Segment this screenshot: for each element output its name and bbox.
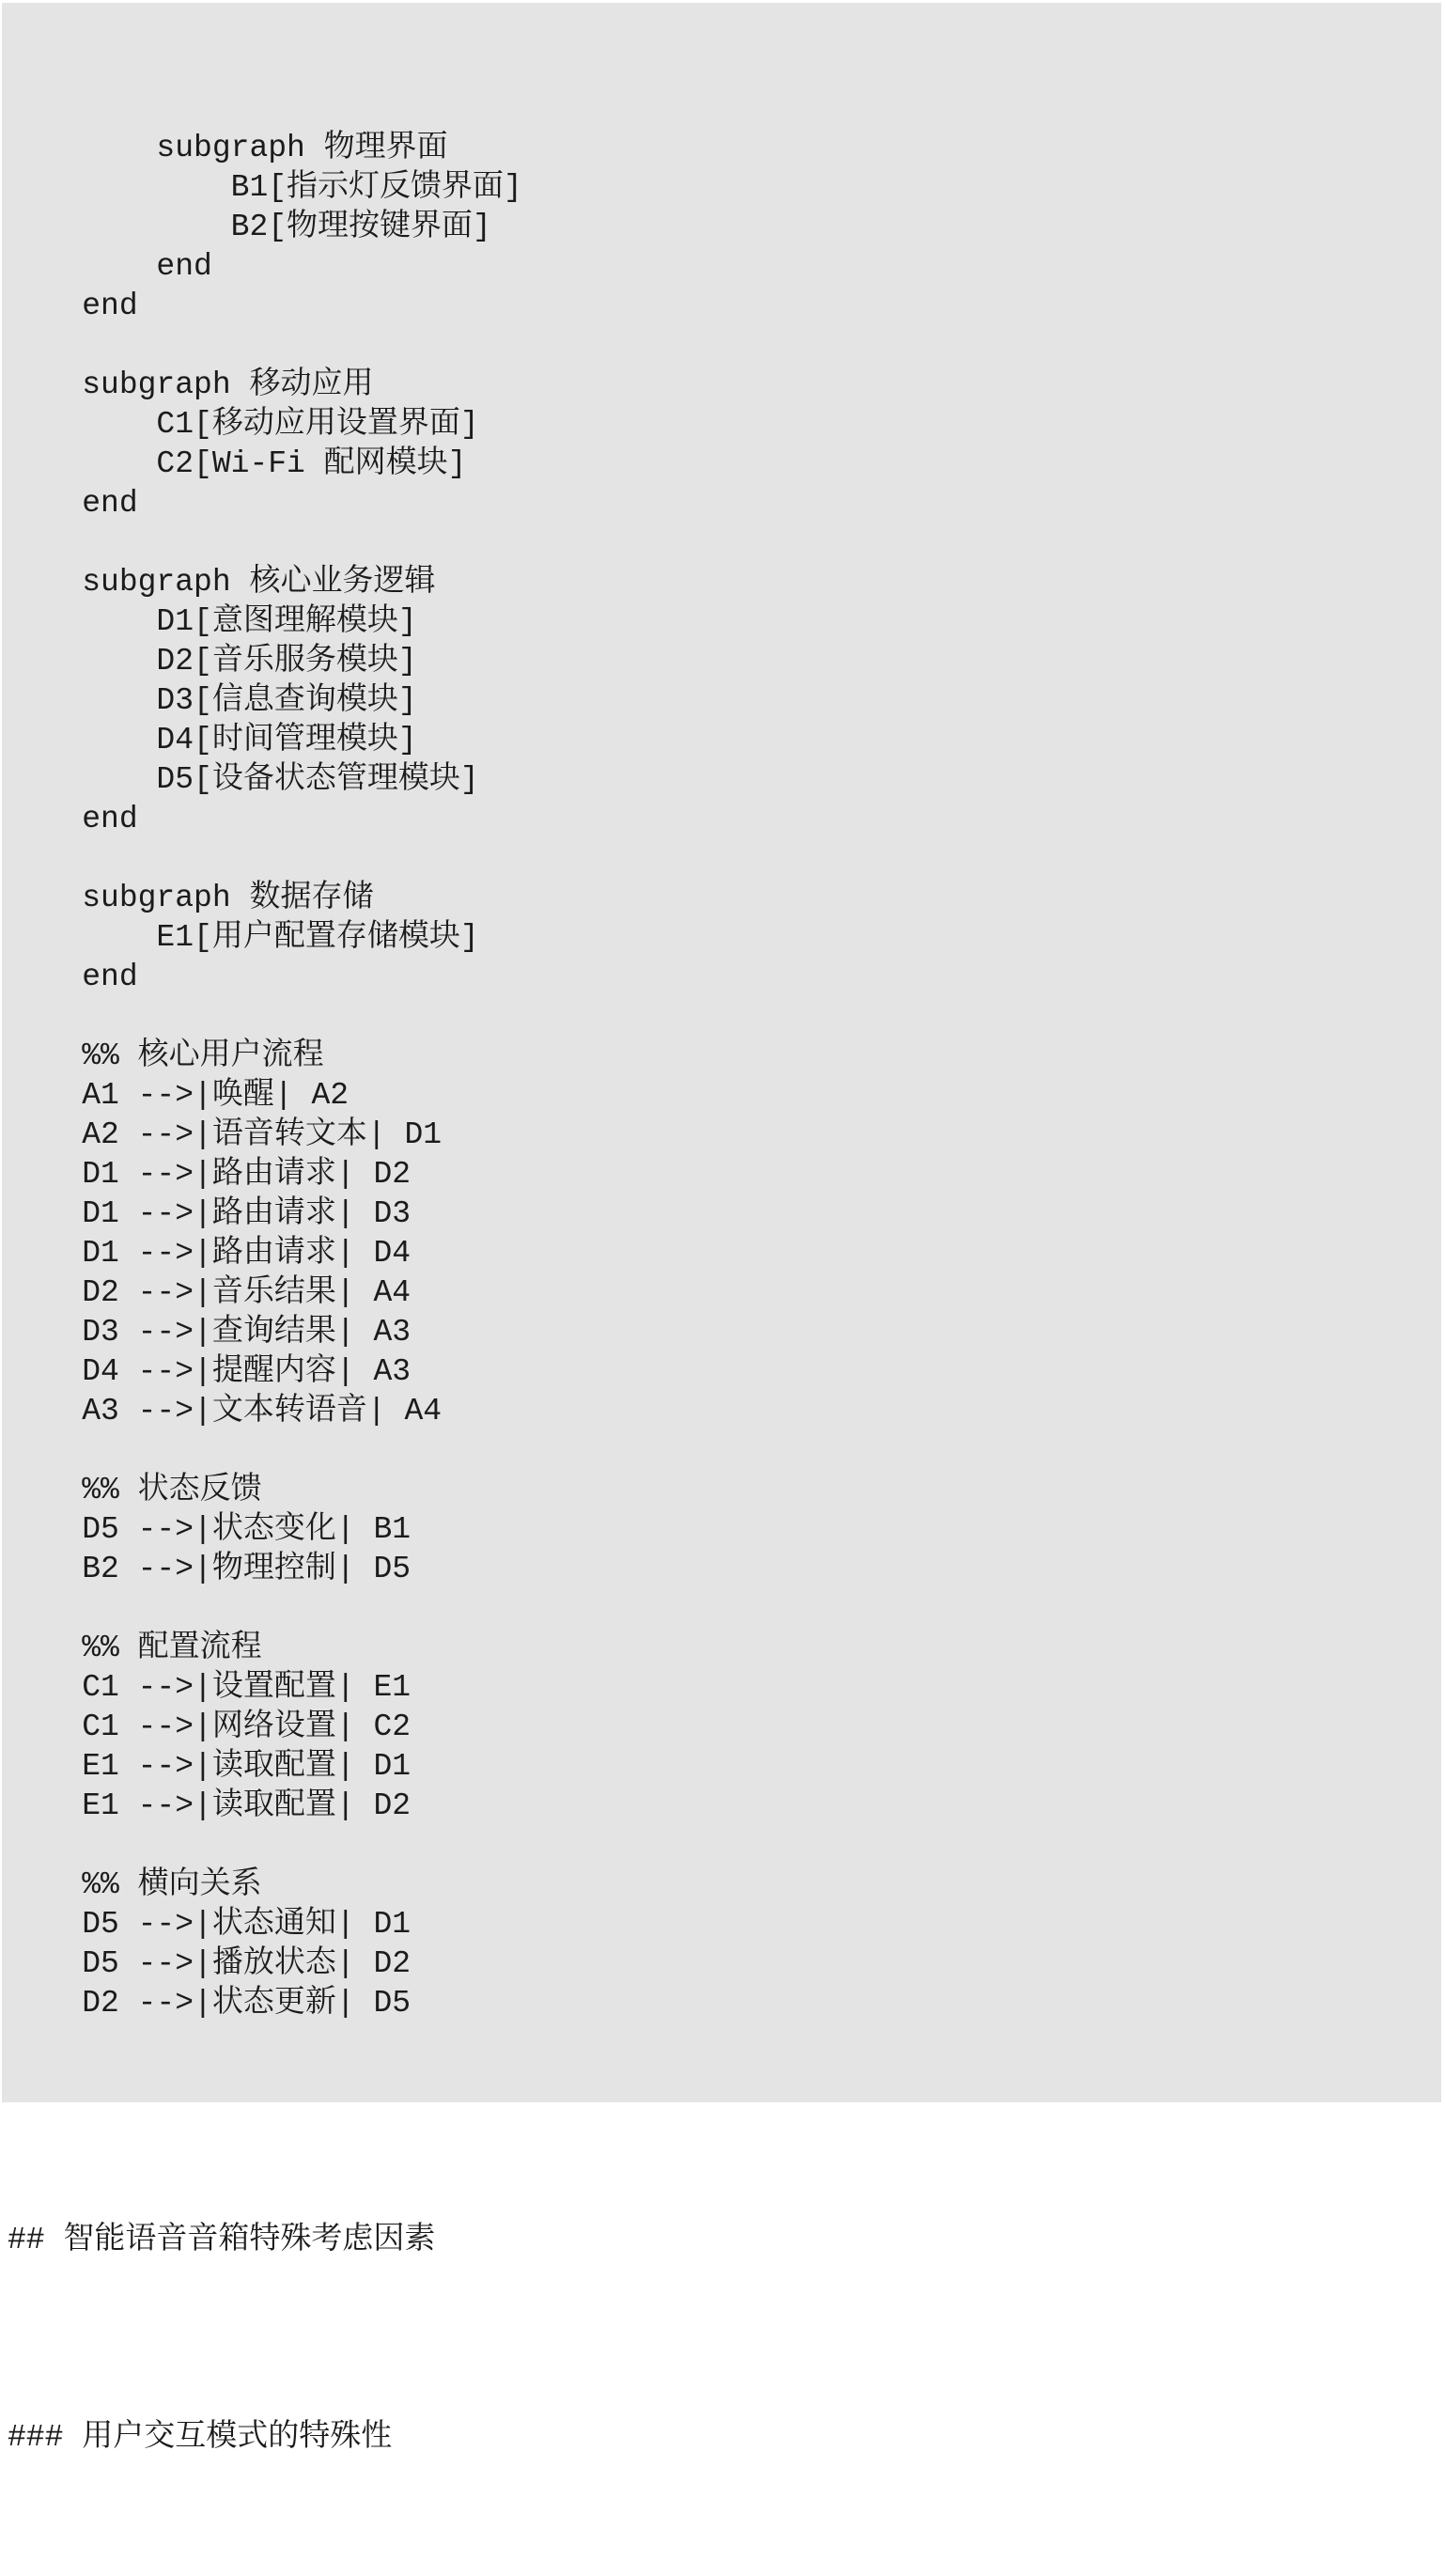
code-line: C1 -->|设置配置| E1: [8, 1670, 412, 1705]
code-line: end: [8, 249, 212, 284]
code-line: subgraph 核心业务逻辑: [8, 565, 436, 600]
heading-h2-text: 智能语音音箱特殊考虑因素: [63, 2223, 436, 2257]
mermaid-code-block: [8, 129, 1436, 2023]
blank-line: [8, 1589, 1436, 1629]
code-line: D3 -->|查询结果| A3: [8, 1315, 412, 1350]
code-line: D1 -->|路由请求| D4: [8, 1236, 412, 1271]
blank-line: [8, 1431, 1436, 1471]
blank-line: [8, 326, 1436, 366]
code-line: end: [8, 289, 138, 323]
code-line: %% 状态反馈: [8, 1473, 262, 1507]
code-line: C1[移动应用设置界面]: [8, 407, 479, 442]
code-line: subgraph 移动应用: [8, 367, 374, 402]
code-line: A1 -->|唤醒| A2: [8, 1078, 350, 1113]
code-line: A3 -->|文本转语音| A4: [8, 1394, 443, 1429]
code-line: D5[设备状态管理模块]: [8, 762, 479, 797]
code-line: D4 -->|提醒内容| A3: [8, 1354, 412, 1389]
code-line: D5 -->|播放状态| D2: [8, 1946, 412, 1981]
code-line: D1 -->|路由请求| D2: [8, 1157, 412, 1192]
code-line: subgraph 物理界面: [8, 131, 448, 165]
heading-h3-markup: ###: [8, 2420, 83, 2455]
code-line: E1 -->|读取配置| D2: [8, 1788, 412, 1823]
section-heading-h3: [8, 2418, 1436, 2458]
heading-h3-text: 用户交互模式的特殊性: [82, 2420, 393, 2455]
code-line: B2 -->|物理控制| D5: [8, 1552, 412, 1586]
code-line: D5 -->|状态变化| B1: [8, 1512, 412, 1547]
code-line: C2[Wi-Fi 配网模块]: [8, 446, 467, 481]
code-line: %% 配置流程: [8, 1631, 262, 1665]
section-heading-h2: [8, 2221, 1436, 2260]
code-line: A2 -->|语音转文本| D1: [8, 1117, 443, 1152]
code-line: D3[信息查询模块]: [8, 683, 417, 718]
code-line: D1 -->|路由请求| D3: [8, 1196, 412, 1231]
code-line: end: [8, 486, 138, 521]
code-line: D4[时间管理模块]: [8, 723, 417, 757]
code-line: end: [8, 802, 138, 836]
code-line: E1[用户配置存储模块]: [8, 920, 479, 955]
code-line: B2[物理按键界面]: [8, 210, 491, 244]
code-line: C1 -->|网络设置| C2: [8, 1710, 412, 1744]
code-line: %% 横向关系: [8, 1867, 262, 1902]
code-line: D5 -->|状态通知| D1: [8, 1907, 412, 1942]
code-line: %% 核心用户流程: [8, 1038, 324, 1073]
code-line: subgraph 数据存储: [8, 881, 374, 915]
code-line: B1[指示灯反馈界面]: [8, 170, 522, 205]
document-page: [2, 3, 1441, 2455]
blank-line: [8, 839, 1436, 879]
text-area: [8, 10, 1436, 2576]
code-line: D2 -->|状态更新| D5: [8, 1986, 412, 2021]
code-line: D2 -->|音乐结果| A4: [8, 1275, 412, 1310]
code-line: E1 -->|读取配置| D1: [8, 1749, 412, 1784]
code-line: end: [8, 960, 138, 994]
blank-line: [8, 1826, 1436, 1866]
blank-line: [8, 997, 1436, 1037]
code-line: D1[意图理解模块]: [8, 604, 417, 639]
blank-line: [8, 523, 1436, 563]
heading-h2-markup: ##: [8, 2223, 64, 2257]
code-line: D2[音乐服务模块]: [8, 644, 417, 679]
